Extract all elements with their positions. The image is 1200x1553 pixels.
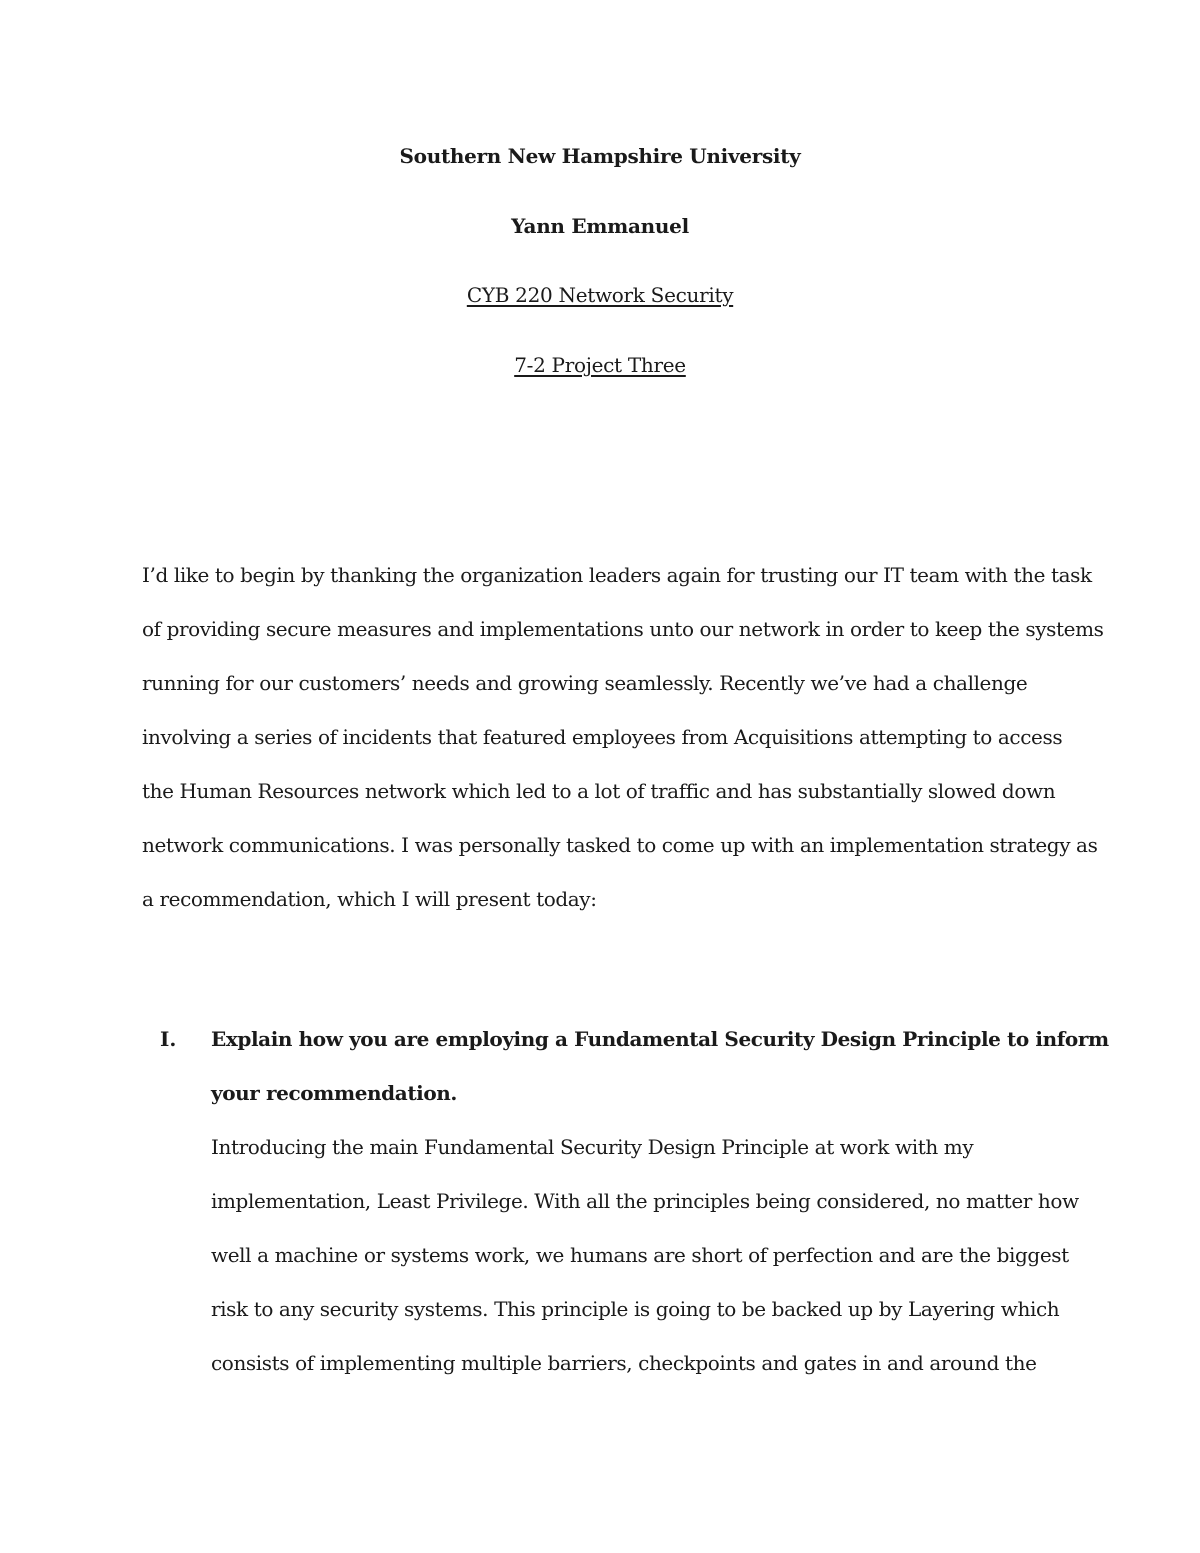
body-line: well a machine or systems work, we humans are short of perfection and are the biggest bbox=[211, 1243, 1069, 1267]
body-line: risk to any security systems. This principle is going to be backed up by Layering which bbox=[211, 1297, 1060, 1321]
intro-line: running for our customers’ needs and growing seamlessly. Recently we’ve had a challenge bbox=[142, 671, 1028, 695]
heading-line: your recommendation. bbox=[211, 1081, 457, 1105]
intro-line: of providing secure measures and implementations unto our network in order to keep the systems bbox=[142, 617, 1104, 641]
author-name: Yann Emmanuel bbox=[511, 214, 689, 238]
body-line: implementation, Least Privilege. With all the principles being considered, no matter how bbox=[211, 1189, 1079, 1213]
section-body bbox=[211, 1120, 1081, 1390]
intro-line: involving a series of incidents that featured employees from Acquisitions attempting to access bbox=[142, 725, 1063, 749]
intro-line: network communications. I was personally tasked to come up with an implementation strategy as bbox=[142, 833, 1098, 857]
intro-line: a recommendation, which I will present today: bbox=[142, 887, 597, 911]
course-title: CYB 220 Network Security bbox=[466, 283, 734, 307]
intro-paragraph bbox=[142, 548, 1104, 926]
intro-line: the Human Resources network which led to a lot of traffic and has substantially slowed down bbox=[142, 779, 1056, 803]
intro-line: I’d like to begin by thanking the organization leaders again for trusting our IT team with the task bbox=[142, 563, 1092, 587]
body-line: consists of implementing multiple barriers, checkpoints and gates in and around the bbox=[211, 1351, 1037, 1375]
heading-line: Explain how you are employing a Fundamental Security Design Principle to inform bbox=[211, 1027, 1109, 1051]
university-name: Southern New Hampshire University bbox=[399, 144, 801, 168]
assignment-title: 7-2 Project Three bbox=[514, 353, 686, 377]
body-line: Introducing the main Fundamental Security Design Principle at work with my bbox=[211, 1135, 974, 1159]
section-number: I. bbox=[160, 1027, 177, 1051]
section-heading bbox=[211, 1012, 1109, 1120]
